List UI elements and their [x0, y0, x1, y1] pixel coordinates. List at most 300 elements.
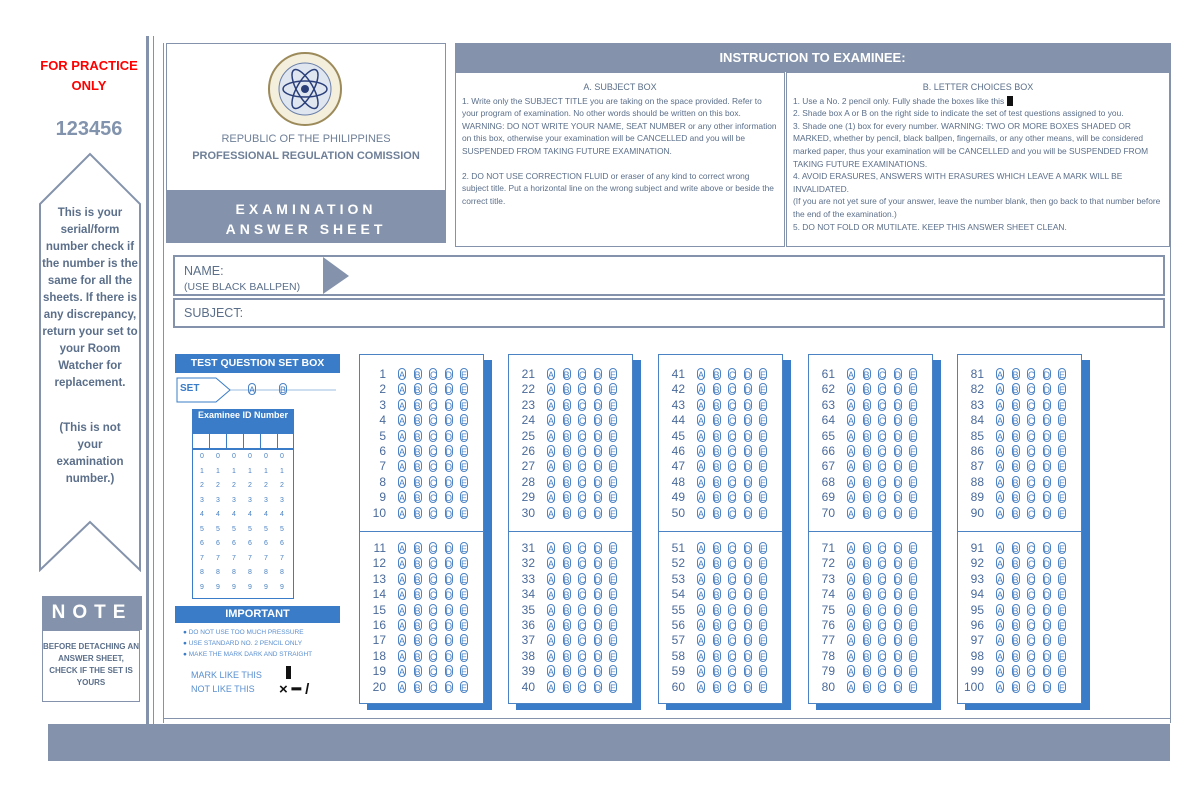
answer-bubble-d[interactable]: D — [744, 431, 751, 442]
answer-bubble-d[interactable]: D — [1043, 605, 1050, 616]
answer-bubble-a[interactable]: A — [997, 431, 1004, 442]
answer-bubble-e[interactable]: E — [610, 682, 617, 693]
answer-bubble-b[interactable]: B — [414, 651, 421, 662]
answer-bubble-d[interactable]: D — [445, 667, 452, 678]
id-digit-bubble[interactable]: 8 — [232, 569, 236, 576]
answer-bubble-b[interactable]: B — [713, 508, 720, 519]
answer-bubble-a[interactable]: A — [548, 400, 555, 411]
answer-bubble-a[interactable]: A — [848, 400, 855, 411]
answer-bubble-c[interactable]: C — [430, 636, 437, 647]
answer-bubble-e[interactable]: E — [461, 667, 468, 678]
answer-bubble-d[interactable]: D — [744, 621, 751, 631]
answer-bubble-d[interactable]: D — [744, 462, 751, 473]
answer-bubble-a[interactable]: A — [399, 544, 406, 554]
answer-bubble-c[interactable]: C — [430, 682, 437, 693]
answer-bubble-b[interactable]: B — [414, 447, 421, 457]
answer-bubble-b[interactable]: B — [414, 508, 421, 519]
answer-bubble-d[interactable]: D — [894, 416, 901, 427]
answer-bubble-e[interactable]: E — [910, 636, 917, 647]
answer-bubble-a[interactable]: A — [548, 477, 555, 488]
answer-bubble-a[interactable]: A — [548, 385, 555, 396]
answer-bubble-a[interactable]: A — [848, 493, 855, 504]
answer-bubble-b[interactable]: B — [713, 493, 720, 504]
answer-bubble-a[interactable]: A — [698, 590, 705, 601]
answer-bubble-b[interactable]: B — [563, 682, 570, 693]
answer-bubble-c[interactable]: C — [729, 416, 736, 427]
id-digit-bubble[interactable]: 2 — [264, 482, 268, 489]
answer-bubble-c[interactable]: C — [879, 651, 886, 662]
id-digit-bubble[interactable]: 9 — [264, 583, 268, 591]
answer-bubble-c[interactable]: C — [729, 574, 736, 585]
answer-bubble-d[interactable]: D — [744, 590, 751, 601]
answer-bubble-e[interactable]: E — [760, 636, 767, 647]
answer-bubble-c[interactable]: C — [879, 447, 886, 457]
answer-bubble-c[interactable]: C — [879, 508, 886, 519]
answer-bubble-d[interactable]: D — [594, 370, 601, 380]
answer-bubble-c[interactable]: C — [579, 508, 586, 519]
answer-bubble-d[interactable]: D — [1043, 559, 1050, 570]
name-field[interactable] — [173, 255, 1165, 296]
answer-bubble-b[interactable]: B — [414, 493, 421, 504]
answer-bubble-b[interactable]: B — [863, 508, 870, 519]
answer-bubble-e[interactable]: E — [910, 574, 917, 585]
answer-bubble-d[interactable]: D — [445, 462, 452, 473]
answer-bubble-a[interactable]: A — [399, 559, 406, 570]
answer-bubble-e[interactable]: E — [910, 431, 917, 442]
answer-bubble-a[interactable]: A — [548, 590, 555, 601]
answer-bubble-c[interactable]: C — [579, 667, 586, 678]
answer-bubble-e[interactable]: E — [1059, 574, 1066, 585]
answer-bubble-b[interactable]: B — [563, 400, 570, 411]
answer-bubble-e[interactable]: E — [461, 416, 468, 427]
answer-bubble-c[interactable]: C — [579, 621, 586, 631]
answer-bubble-a[interactable]: A — [698, 416, 705, 427]
answer-bubble-a[interactable]: A — [548, 667, 555, 678]
answer-bubble-d[interactable]: D — [594, 400, 601, 411]
id-digit-bubble[interactable]: 4 — [280, 511, 284, 518]
id-digit-bubble[interactable]: 4 — [200, 511, 204, 518]
answer-bubble-c[interactable]: C — [1028, 493, 1035, 504]
id-digit-bubble[interactable]: 1 — [264, 467, 268, 475]
answer-bubble-a[interactable]: A — [399, 590, 406, 601]
answer-bubble-e[interactable]: E — [610, 431, 617, 442]
answer-bubble-c[interactable]: C — [430, 416, 437, 427]
answer-bubble-e[interactable]: E — [461, 400, 468, 411]
answer-bubble-a[interactable]: A — [848, 544, 855, 554]
answer-bubble-d[interactable]: D — [594, 416, 601, 427]
answer-bubble-c[interactable]: C — [579, 477, 586, 488]
answer-bubble-e[interactable]: E — [610, 621, 617, 631]
answer-bubble-e[interactable]: E — [610, 559, 617, 570]
answer-bubble-d[interactable]: D — [1043, 682, 1050, 693]
answer-bubble-d[interactable]: D — [894, 621, 901, 631]
answer-bubble-c[interactable]: C — [879, 477, 886, 488]
answer-bubble-a[interactable]: A — [548, 431, 555, 442]
answer-bubble-b[interactable]: B — [563, 431, 570, 442]
id-digit-bubble[interactable]: 5 — [280, 525, 284, 533]
answer-bubble-d[interactable]: D — [744, 651, 751, 662]
answer-bubble-b[interactable]: B — [1012, 605, 1019, 616]
answer-bubble-a[interactable]: A — [698, 493, 705, 504]
answer-bubble-b[interactable]: B — [1012, 590, 1019, 601]
answer-bubble-a[interactable]: A — [399, 682, 406, 693]
answer-bubble-d[interactable]: D — [445, 636, 452, 647]
answer-bubble-e[interactable]: E — [760, 462, 767, 473]
answer-bubble-c[interactable]: C — [1028, 682, 1035, 693]
answer-bubble-a[interactable]: A — [548, 447, 555, 457]
answer-bubble-d[interactable]: D — [1043, 574, 1050, 585]
id-digit-bubble[interactable]: 3 — [200, 496, 204, 504]
answer-bubble-b[interactable]: B — [563, 636, 570, 647]
answer-bubble-e[interactable]: E — [610, 416, 617, 427]
answer-bubble-d[interactable]: D — [594, 462, 601, 473]
answer-bubble-d[interactable]: D — [445, 447, 452, 457]
id-digit-bubble[interactable]: 7 — [264, 554, 268, 562]
answer-bubble-e[interactable]: E — [1059, 416, 1066, 427]
answer-bubble-d[interactable]: D — [594, 605, 601, 616]
answer-bubble-d[interactable]: D — [1043, 462, 1050, 473]
id-digit-bubble[interactable]: 5 — [232, 525, 236, 533]
answer-bubble-b[interactable]: B — [414, 636, 421, 647]
answer-bubble-b[interactable]: B — [414, 667, 421, 678]
answer-bubble-d[interactable]: D — [445, 493, 452, 504]
answer-bubble-d[interactable]: D — [445, 431, 452, 442]
answer-bubble-c[interactable]: C — [1028, 385, 1035, 396]
answer-bubble-d[interactable]: D — [744, 493, 751, 504]
id-digit-bubble[interactable]: 0 — [232, 453, 236, 460]
answer-bubble-e[interactable]: E — [461, 431, 468, 442]
answer-bubble-b[interactable]: B — [563, 605, 570, 616]
answer-bubble-a[interactable]: A — [698, 651, 705, 662]
answer-bubble-e[interactable]: E — [1059, 462, 1066, 473]
answer-bubble-d[interactable]: D — [894, 400, 901, 411]
answer-bubble-a[interactable]: A — [698, 636, 705, 647]
answer-bubble-b[interactable]: B — [863, 544, 870, 554]
answer-bubble-e[interactable]: E — [1059, 682, 1066, 693]
answer-bubble-d[interactable]: D — [1043, 385, 1050, 396]
answer-bubble-c[interactable]: C — [1028, 431, 1035, 442]
answer-bubble-b[interactable]: B — [863, 493, 870, 504]
answer-bubble-c[interactable]: C — [430, 651, 437, 662]
id-digit-bubble[interactable]: 0 — [248, 453, 252, 460]
answer-bubble-b[interactable]: B — [1012, 447, 1019, 457]
id-digit-bubble[interactable]: 6 — [200, 540, 204, 547]
answer-bubble-d[interactable]: D — [894, 559, 901, 570]
answer-bubble-b[interactable]: B — [713, 621, 720, 631]
answer-bubble-c[interactable]: C — [729, 605, 736, 616]
answer-bubble-c[interactable]: C — [1028, 621, 1035, 631]
answer-bubble-d[interactable]: D — [744, 574, 751, 585]
answer-bubble-e[interactable]: E — [610, 370, 617, 380]
answer-bubble-e[interactable]: E — [760, 370, 767, 380]
answer-bubble-c[interactable]: C — [729, 370, 736, 380]
answer-bubble-b[interactable]: B — [713, 385, 720, 396]
answer-bubble-e[interactable]: E — [910, 462, 917, 473]
answer-bubble-a[interactable]: A — [848, 651, 855, 662]
answer-bubble-e[interactable]: E — [1059, 559, 1066, 570]
answer-bubble-e[interactable]: E — [760, 477, 767, 488]
answer-bubble-c[interactable]: C — [729, 667, 736, 678]
answer-bubble-e[interactable]: E — [461, 477, 468, 488]
answer-bubble-d[interactable]: D — [744, 667, 751, 678]
answer-bubble-e[interactable]: E — [760, 400, 767, 411]
id-digit-bubble[interactable]: 2 — [232, 482, 236, 489]
answer-bubble-a[interactable]: A — [997, 544, 1004, 554]
answer-bubble-d[interactable]: D — [445, 651, 452, 662]
answer-bubble-e[interactable]: E — [1059, 477, 1066, 488]
answer-bubble-c[interactable]: C — [729, 636, 736, 647]
answer-bubble-d[interactable]: D — [594, 493, 601, 504]
answer-bubble-b[interactable]: B — [863, 574, 870, 585]
answer-bubble-b[interactable]: B — [863, 682, 870, 693]
answer-bubble-e[interactable]: E — [910, 400, 917, 411]
answer-bubble-d[interactable]: D — [894, 605, 901, 616]
answer-bubble-e[interactable]: E — [610, 636, 617, 647]
answer-bubble-d[interactable]: D — [894, 508, 901, 519]
answer-bubble-e[interactable]: E — [1059, 493, 1066, 504]
answer-bubble-c[interactable]: C — [879, 431, 886, 442]
answer-bubble-e[interactable]: E — [760, 416, 767, 427]
answer-bubble-c[interactable]: C — [729, 651, 736, 662]
answer-bubble-b[interactable]: B — [414, 462, 421, 473]
answer-bubble-b[interactable]: B — [1012, 559, 1019, 570]
answer-bubble-d[interactable]: D — [1043, 590, 1050, 601]
answer-bubble-e[interactable]: E — [461, 682, 468, 693]
answer-bubble-a[interactable]: A — [399, 574, 406, 585]
answer-bubble-e[interactable]: E — [610, 667, 617, 678]
answer-bubble-e[interactable]: E — [910, 621, 917, 631]
answer-bubble-e[interactable]: E — [1059, 431, 1066, 442]
answer-bubble-a[interactable]: A — [548, 416, 555, 427]
answer-bubble-b[interactable]: B — [563, 508, 570, 519]
answer-bubble-a[interactable]: A — [399, 493, 406, 504]
id-digit-bubble[interactable]: 9 — [216, 583, 220, 591]
answer-bubble-e[interactable]: E — [760, 493, 767, 504]
answer-bubble-c[interactable]: C — [579, 605, 586, 616]
answer-bubble-c[interactable]: C — [879, 636, 886, 647]
answer-bubble-d[interactable]: D — [744, 544, 751, 554]
answer-bubble-b[interactable]: B — [563, 590, 570, 601]
answer-bubble-b[interactable]: B — [1012, 462, 1019, 473]
answer-bubble-b[interactable]: B — [563, 447, 570, 457]
answer-bubble-a[interactable]: A — [698, 621, 705, 631]
answer-bubble-d[interactable]: D — [744, 370, 751, 380]
answer-bubble-d[interactable]: D — [1043, 400, 1050, 411]
answer-bubble-a[interactable]: A — [548, 651, 555, 662]
answer-bubble-e[interactable]: E — [610, 447, 617, 457]
id-digit-bubble[interactable]: 8 — [248, 569, 252, 576]
answer-bubble-b[interactable]: B — [713, 559, 720, 570]
answer-bubble-d[interactable]: D — [1043, 416, 1050, 427]
answer-bubble-d[interactable]: D — [744, 682, 751, 693]
answer-bubble-b[interactable]: B — [563, 370, 570, 380]
answer-bubble-c[interactable]: C — [579, 651, 586, 662]
answer-bubble-e[interactable]: E — [910, 667, 917, 678]
answer-bubble-e[interactable]: E — [1059, 400, 1066, 411]
answer-bubble-a[interactable]: A — [548, 508, 555, 519]
answer-bubble-d[interactable]: D — [445, 605, 452, 616]
answer-bubble-c[interactable]: C — [729, 682, 736, 693]
answer-bubble-d[interactable]: D — [1043, 651, 1050, 662]
set-b-bubble[interactable]: B — [280, 385, 287, 395]
answer-bubble-a[interactable]: A — [548, 682, 555, 693]
answer-bubble-e[interactable]: E — [1059, 508, 1066, 519]
answer-bubble-b[interactable]: B — [1012, 477, 1019, 488]
answer-bubble-a[interactable]: A — [997, 636, 1004, 647]
answer-bubble-a[interactable]: A — [698, 447, 705, 457]
answer-bubble-d[interactable]: D — [1043, 431, 1050, 442]
id-digit-bubble[interactable]: 7 — [248, 554, 252, 562]
id-digit-bubble[interactable]: 0 — [200, 453, 204, 460]
answer-bubble-e[interactable]: E — [910, 682, 917, 693]
answer-bubble-d[interactable]: D — [1043, 477, 1050, 488]
id-digit-bubble[interactable]: 7 — [280, 554, 284, 562]
answer-bubble-a[interactable]: A — [548, 493, 555, 504]
id-digit-bubble[interactable]: 8 — [264, 569, 268, 576]
answer-bubble-c[interactable]: C — [430, 477, 437, 488]
answer-bubble-b[interactable]: B — [863, 447, 870, 457]
answer-bubble-b[interactable]: B — [414, 370, 421, 380]
answer-bubble-c[interactable]: C — [1028, 462, 1035, 473]
answer-bubble-c[interactable]: C — [430, 590, 437, 601]
answer-bubble-e[interactable]: E — [610, 400, 617, 411]
answer-bubble-e[interactable]: E — [760, 385, 767, 396]
answer-bubble-c[interactable]: C — [879, 574, 886, 585]
answer-bubble-c[interactable]: C — [579, 416, 586, 427]
id-digit-bubble[interactable]: 3 — [216, 496, 220, 504]
answer-bubble-a[interactable]: A — [997, 493, 1004, 504]
answer-bubble-e[interactable]: E — [760, 574, 767, 585]
answer-bubble-a[interactable]: A — [698, 574, 705, 585]
answer-bubble-c[interactable]: C — [579, 400, 586, 411]
answer-bubble-e[interactable]: E — [760, 544, 767, 554]
answer-bubble-d[interactable]: D — [894, 477, 901, 488]
answer-bubble-d[interactable]: D — [594, 385, 601, 396]
answer-bubble-c[interactable]: C — [879, 559, 886, 570]
id-digit-bubble[interactable]: 2 — [216, 482, 220, 489]
id-digit-bubble[interactable]: 8 — [216, 569, 220, 576]
answer-bubble-b[interactable]: B — [713, 431, 720, 442]
answer-bubble-b[interactable]: B — [713, 544, 720, 554]
answer-bubble-d[interactable]: D — [894, 544, 901, 554]
answer-bubble-a[interactable]: A — [848, 370, 855, 380]
answer-bubble-b[interactable]: B — [863, 400, 870, 411]
answer-bubble-a[interactable]: A — [848, 416, 855, 427]
answer-bubble-b[interactable]: B — [863, 636, 870, 647]
answer-bubble-c[interactable]: C — [1028, 508, 1035, 519]
answer-bubble-c[interactable]: C — [430, 508, 437, 519]
answer-bubble-a[interactable]: A — [997, 508, 1004, 519]
answer-bubble-b[interactable]: B — [1012, 385, 1019, 396]
id-digit-bubble[interactable]: 4 — [264, 511, 268, 518]
answer-bubble-d[interactable]: D — [445, 590, 452, 601]
answer-bubble-b[interactable]: B — [1012, 667, 1019, 678]
answer-bubble-c[interactable]: C — [430, 544, 437, 554]
answer-bubble-e[interactable]: E — [910, 385, 917, 396]
answer-bubble-a[interactable]: A — [997, 416, 1004, 427]
answer-bubble-b[interactable]: B — [863, 667, 870, 678]
answer-bubble-c[interactable]: C — [729, 447, 736, 457]
id-digit-bubble[interactable]: 6 — [280, 540, 284, 547]
answer-bubble-e[interactable]: E — [760, 590, 767, 601]
answer-bubble-b[interactable]: B — [563, 416, 570, 427]
id-digit-bubble[interactable]: 1 — [232, 467, 236, 475]
answer-bubble-d[interactable]: D — [445, 400, 452, 411]
id-digit-bubble[interactable]: 9 — [248, 583, 252, 591]
set-a-bubble[interactable]: A — [249, 385, 256, 395]
answer-bubble-d[interactable]: D — [1043, 508, 1050, 519]
answer-bubble-d[interactable]: D — [445, 370, 452, 380]
id-digit-bubble[interactable]: 6 — [216, 540, 220, 547]
answer-bubble-c[interactable]: C — [1028, 477, 1035, 488]
answer-bubble-a[interactable]: A — [997, 462, 1004, 473]
answer-bubble-a[interactable]: A — [848, 508, 855, 519]
id-digit-bubble[interactable]: 8 — [280, 569, 284, 576]
answer-bubble-e[interactable]: E — [461, 605, 468, 616]
answer-bubble-c[interactable]: C — [729, 385, 736, 396]
answer-bubble-e[interactable]: E — [610, 544, 617, 554]
answer-bubble-a[interactable]: A — [548, 370, 555, 380]
answer-bubble-a[interactable]: A — [698, 605, 705, 616]
answer-bubble-c[interactable]: C — [879, 370, 886, 380]
answer-bubble-c[interactable]: C — [1028, 667, 1035, 678]
answer-bubble-d[interactable]: D — [894, 462, 901, 473]
answer-bubble-c[interactable]: C — [729, 400, 736, 411]
answer-bubble-c[interactable]: C — [579, 447, 586, 457]
answer-bubble-b[interactable]: B — [713, 477, 720, 488]
answer-bubble-d[interactable]: D — [594, 431, 601, 442]
answer-bubble-b[interactable]: B — [713, 574, 720, 585]
answer-bubble-a[interactable]: A — [698, 559, 705, 570]
answer-bubble-e[interactable]: E — [610, 508, 617, 519]
answer-bubble-d[interactable]: D — [744, 559, 751, 570]
answer-bubble-c[interactable]: C — [430, 447, 437, 457]
answer-bubble-c[interactable]: C — [579, 559, 586, 570]
id-digit-bubble[interactable]: 5 — [248, 525, 252, 533]
answer-bubble-b[interactable]: B — [1012, 508, 1019, 519]
answer-bubble-e[interactable]: E — [910, 416, 917, 427]
id-digit-bubble[interactable]: 9 — [200, 583, 204, 591]
id-digit-bubble[interactable]: 9 — [232, 583, 236, 591]
answer-bubble-a[interactable]: A — [399, 621, 406, 631]
id-digit-bubble[interactable]: 1 — [200, 467, 204, 475]
answer-bubble-e[interactable]: E — [1059, 636, 1066, 647]
answer-bubble-d[interactable]: D — [594, 447, 601, 457]
answer-bubble-c[interactable]: C — [729, 477, 736, 488]
answer-bubble-b[interactable]: B — [563, 667, 570, 678]
answer-bubble-d[interactable]: D — [594, 559, 601, 570]
answer-bubble-e[interactable]: E — [461, 621, 468, 631]
answer-bubble-e[interactable]: E — [1059, 370, 1066, 380]
answer-bubble-a[interactable]: A — [997, 590, 1004, 601]
id-digit-bubble[interactable]: 2 — [200, 482, 204, 489]
answer-bubble-e[interactable]: E — [461, 508, 468, 519]
answer-bubble-b[interactable]: B — [414, 400, 421, 411]
answer-bubble-c[interactable]: C — [879, 544, 886, 554]
answer-bubble-d[interactable]: D — [894, 431, 901, 442]
answer-bubble-e[interactable]: E — [1059, 544, 1066, 554]
answer-bubble-d[interactable]: D — [894, 636, 901, 647]
answer-bubble-b[interactable]: B — [713, 682, 720, 693]
answer-bubble-a[interactable]: A — [698, 462, 705, 473]
answer-bubble-a[interactable]: A — [698, 400, 705, 411]
answer-bubble-e[interactable]: E — [461, 574, 468, 585]
answer-bubble-b[interactable]: B — [863, 590, 870, 601]
id-digit-bubble[interactable]: 3 — [232, 496, 236, 504]
answer-bubble-c[interactable]: C — [579, 370, 586, 380]
answer-bubble-b[interactable]: B — [1012, 416, 1019, 427]
answer-bubble-d[interactable]: D — [744, 636, 751, 647]
